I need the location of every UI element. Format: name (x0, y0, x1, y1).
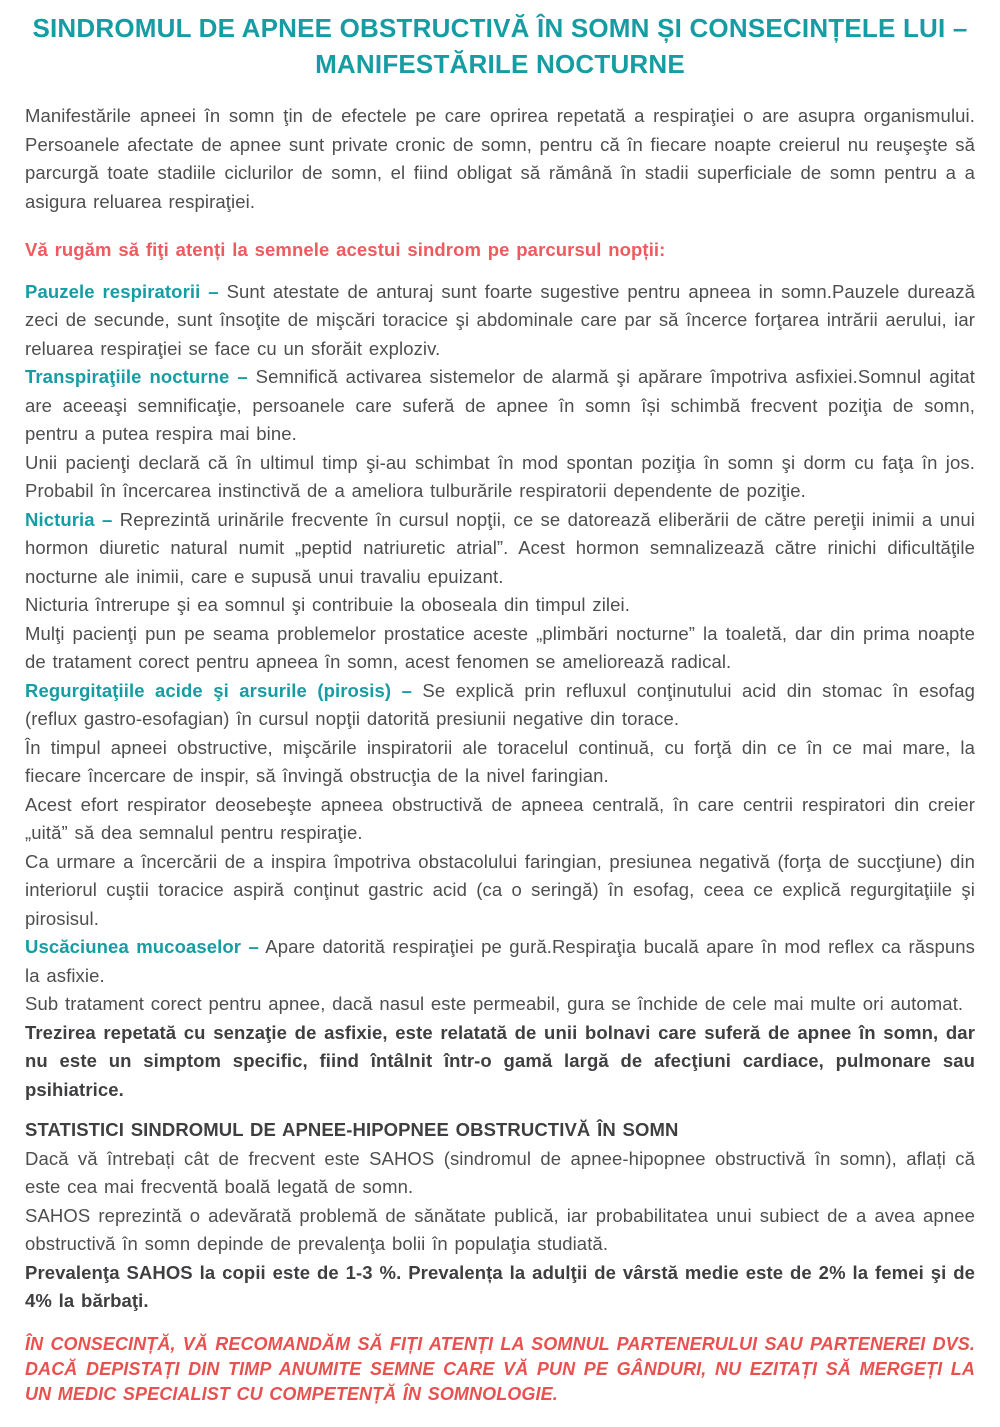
body-paragraph: Nicturia întrerupe şi ea somnul şi contribuie la oboseala din timpul zilei. (25, 594, 630, 615)
symptom-term: Transpiraţiile nocturne – (25, 366, 248, 387)
body-paragraph: În timpul apneei obstructive, mişcările inspiratorii ale toracelul continuă, cu forţă din ce în ce mai mare, la fiecare încercare de inspir, să învingă obstrucţia de la nivel faringian. (25, 736, 975, 786)
symptom-term: Uscăciunea mucoaselor – (25, 936, 259, 957)
page-title-line-1: SINDROMUL DE APNEE OBSTRUCTIVĂ ÎN SOMN ȘI CONSECINȚELE LUI – (32, 13, 968, 43)
symptom-term: Regurgitaţiile acide şi arsurile (pirosis) – (25, 679, 412, 701)
symptom-paragraph-uscaciunea: Uscăciunea mucoaselor – Apare datorită respiraţiei pe gură.Respiraţia bucală apare în mod reflex ca răspuns la asfixie. (25, 936, 975, 986)
symptom-paragraph-pauzele: Pauzele respiratorii – Sunt atestate de anturaj sunt foarte sugestive pentru apneea in somn.Pauzele durează zeci de secunde, sunt însoţite de mişcări toracice şi abdominale care par să încerce forţarea intrării aerului, iar reluarea respiraţiei se face cu un sforăit exploziv. (25, 280, 976, 359)
page-title-line-2: MANIFESTĂRILE NOCTURNE (315, 49, 685, 79)
symptom-term: Nicturia – (25, 508, 113, 530)
intro-paragraph: Manifestările apneei în somn ţin de efectele pe care oprirea repetată a respiraţiei o are asupra organismului. Persoanele afectate de apnee sunt private cronic de somn, pentru că în fiecare noapte creierul nu reuşeşte să parcurgă toate stadiile ciclurilor de somn, el fiind obligat să rămână în stadii superficiale de somn pentru a a asigura reluarea respiraţiei. (25, 105, 975, 212)
document-content (25, 102, 975, 1407)
symptom-paragraph-transpiratiile: Transpiraţiile nocturne – Semnifică activarea sistemelor de alarmă şi apărare împotriva asfixiei.Somnul agitat are aceeaşi semnificaţie, persoanele care suferă de apnee în somn își schimbă frecvent poziţia de somn, pentru a putea respira mai bine. (25, 366, 975, 444)
emphasis-paragraph-prevalenta: Prevalenţa SAHOS la copii este de 1-3 %. Prevalența la adulţii de vârstă medie este de 2% la femei şi de 4% la bărbaţi. (25, 1261, 975, 1311)
warning-heading: Vă rugăm să fiţi atenți la semnele acestui sindrom pe parcursul nopții: (25, 239, 666, 260)
body-paragraph: Sub tratament corect pentru apnee, dacă nasul este permeabil, gura se închide de cele mai multe ori automat. (25, 993, 964, 1014)
body-paragraph: Dacă vă întrebați cât de frecvent este SAHOS (sindromul de apnee-hipopnee obstructivă în somn), aflați că este cea mai frecventă boală legată de somn. (25, 1147, 975, 1197)
symptom-term: Pauzele respiratorii – (25, 280, 219, 302)
emphasis-paragraph-trezirea: Trezirea repetată cu senzaţie de asfixie, este relatată de unii bolnavi care suferă de apnee în somn, dar nu este un simptom specific, fiind întâlnit într-o gamă largă de afecţiuni cardiace, pulmonare sau psihiatrice. (25, 1021, 975, 1100)
symptom-paragraph-nicturia: Nicturia – Reprezintă urinările frecvente în cursul nopţii, ce se datorează eliberării de către pereţii inimii a unui hormon diuretic natural numit „peptid natriuretic atrial”. Acest hormon semnalizează către rinichi dificultăţile nocturne ale inimii, care e supusă unui travaliu epuizant. (25, 508, 975, 587)
recommendation-note: ÎN CONSECINȚĂ, VĂ RECOMANDĂM SĂ FIȚI ATENȚI LA SOMNUL PARTENERULUI SAU PARTENEREI DVS. DACĂ DEPISTAȚI DIN TIMP ANUMITE SEMNE CARE VĂ PUN PE GÂNDURI, NU EZITAȚI SĂ MERGEȚI LA UN MEDIC SPECIALIST CU COMPETENȚĂ ÎN SOMNOLOGIE. (25, 1333, 975, 1404)
body-paragraph: Unii pacienţi declară că în ultimul timp şi-au schimbat în mod spontan poziţia în somn şi dorm cu faţa în jos. Probabil în încercarea instinctivă de a ameliora tulburările respiratorii dependente de poziţie. (25, 451, 975, 501)
body-paragraph: SAHOS reprezintă o adevărată problemă de sănătate publică, iar probabilitatea unui subiect de a avea apnee obstructivă în somn depinde de prevalenţa bolii în populaţia studiată. (25, 1204, 975, 1254)
body-paragraph: Acest efort respirator deosebeşte apneea obstructivă de apneea centrală, în care centrii respiratori din creier „uită” să dea semnalul pentru respiraţie. (25, 793, 975, 843)
statistics-heading: STATISTICI SINDROMUL DE APNEE-HIPOPNEE OBSTRUCTIVĂ ÎN SOMN (25, 1119, 679, 1140)
body-paragraph: Mulţi pacienţi pun pe seama problemelor prostatice aceste „plimbări nocturne” la toaletă, dar din prima noapte de tratament corect pentru apneea în somn, acest fenomen se ameliorează radical. (25, 622, 975, 672)
symptom-paragraph-regurgitatiile: Regurgitaţiile acide şi arsurile (pirosis) – Se explică prin refluxul conţinutului acid din stomac în esofag (reflux gastro-esofagian) în cursul nopţii datorită presiunii negative din torace. (25, 679, 975, 729)
body-paragraph: Ca urmare a încercării de a inspira împotriva obstacolului faringian, presiunea negativă (forţa de succţiune) din interiorul cuştii toracice aspiră conţinut gastric acid (ca o seringă) în esofag, ceea ce explică regurgitaţiile şi pirosisul. (25, 850, 975, 929)
page-title (25, 10, 975, 82)
